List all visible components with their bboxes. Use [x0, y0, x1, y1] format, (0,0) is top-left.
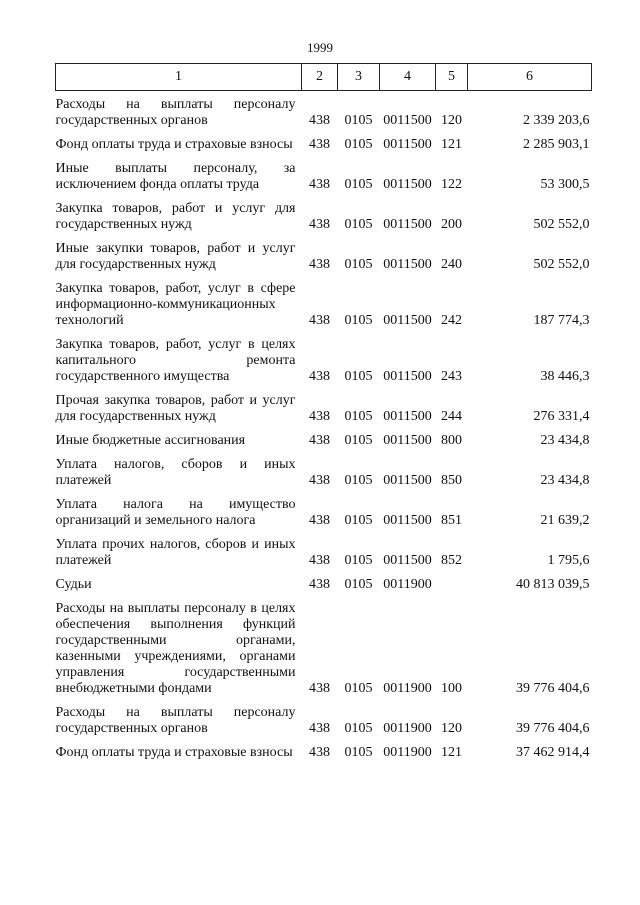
- row-amount: 2 285 903,1: [523, 137, 590, 152]
- row-target-code: 0011500: [383, 177, 432, 192]
- row-name: Уплата прочих налогов, сборов и иных платежей: [55, 537, 296, 568]
- page-number: 1999: [307, 40, 333, 55]
- row-name: Уплата налога на имущество организаций и земельного налога: [55, 497, 296, 528]
- row-amount: 40 813 039,5: [516, 577, 590, 592]
- row-target-code: 0011500: [383, 433, 432, 448]
- row-section-code: 0105: [344, 513, 373, 528]
- table-row: [56, 489, 592, 529]
- row-section-code: 0105: [344, 577, 373, 592]
- table-row: [56, 129, 592, 153]
- row-amount: 21 639,2: [540, 513, 590, 528]
- header-col-2: 2: [302, 64, 338, 91]
- row-amount: 276 331,4: [533, 409, 590, 424]
- row-target-code: 0011900: [383, 721, 432, 736]
- row-target-code: 0011500: [383, 409, 432, 424]
- row-section-code: 0105: [344, 745, 373, 760]
- row-target-code: 0011900: [383, 745, 432, 760]
- row-expense-type: 242: [441, 313, 462, 328]
- table-header: [56, 64, 592, 91]
- row-amount: 502 552,0: [533, 217, 590, 232]
- row-section-code: 0105: [344, 369, 373, 384]
- row-expense-type: 121: [441, 745, 462, 760]
- budget-table: [55, 63, 592, 761]
- row-amount: 39 776 404,6: [516, 681, 590, 696]
- row-section-code: 0105: [344, 721, 373, 736]
- row-ministry-code: 438: [309, 409, 330, 424]
- row-name: Прочая закупка товаров, работ и услуг для государственных нужд: [55, 393, 296, 424]
- row-amount: 1 795,6: [547, 553, 590, 568]
- row-expense-type: 120: [441, 721, 462, 736]
- row-ministry-code: 438: [309, 177, 330, 192]
- row-target-code: 0011900: [383, 577, 432, 592]
- row-expense-type: 852: [441, 553, 462, 568]
- row-ministry-code: 438: [309, 745, 330, 760]
- row-expense-type: 244: [441, 409, 462, 424]
- row-name: Судьи: [55, 577, 92, 592]
- table-row: [56, 91, 592, 130]
- row-expense-type: 851: [441, 513, 462, 528]
- row-amount: 2 339 203,6: [523, 113, 590, 128]
- row-expense-type: [436, 569, 468, 593]
- row-section-code: 0105: [344, 177, 373, 192]
- table-row: [56, 529, 592, 569]
- row-target-code: 0011500: [383, 513, 432, 528]
- row-section-code: 0105: [344, 473, 373, 488]
- row-target-code: 0011500: [383, 473, 432, 488]
- header-col-5: 5: [436, 64, 468, 91]
- row-amount: 502 552,0: [533, 257, 590, 272]
- row-expense-type: 850: [441, 473, 462, 488]
- row-name: Иные закупки товаров, работ и услуг для государственных нужд: [55, 241, 296, 272]
- table-row: [56, 233, 592, 273]
- row-expense-type: 243: [441, 369, 462, 384]
- row-section-code: 0105: [344, 409, 373, 424]
- row-expense-type: 200: [441, 217, 462, 232]
- row-section-code: 0105: [344, 257, 373, 272]
- row-target-code: 0011500: [383, 313, 432, 328]
- row-expense-type: 100: [441, 681, 462, 696]
- row-amount: 38 446,3: [540, 369, 590, 384]
- table-row: [56, 593, 592, 697]
- row-name: Фонд оплаты труда и страховые взносы: [55, 745, 293, 760]
- table-row: [56, 737, 592, 761]
- row-target-code: 0011500: [383, 137, 432, 152]
- row-expense-type: 121: [441, 137, 462, 152]
- row-ministry-code: 438: [309, 433, 330, 448]
- row-ministry-code: 438: [309, 313, 330, 328]
- row-section-code: 0105: [344, 313, 373, 328]
- row-ministry-code: 438: [309, 681, 330, 696]
- row-section-code: 0105: [344, 217, 373, 232]
- table-body: [56, 91, 592, 762]
- row-expense-type: 122: [441, 177, 462, 192]
- row-name: Закупка товаров, работ, услуг в целях капитального ремонта государственного имущества: [55, 337, 296, 384]
- row-ministry-code: 438: [309, 513, 330, 528]
- table-row: [56, 385, 592, 425]
- row-name: Иные бюджетные ассигнования: [55, 433, 246, 448]
- row-ministry-code: 438: [309, 721, 330, 736]
- table-row: [56, 449, 592, 489]
- row-target-code: 0011500: [383, 369, 432, 384]
- row-ministry-code: 438: [309, 217, 330, 232]
- row-name: Фонд оплаты труда и страховые взносы: [55, 137, 293, 152]
- row-target-code: 0011500: [383, 217, 432, 232]
- row-expense-type: 120: [441, 113, 462, 128]
- row-name: Иные выплаты персоналу, за исключением фонда оплаты труда: [55, 161, 296, 192]
- row-ministry-code: 438: [309, 137, 330, 152]
- row-section-code: 0105: [344, 553, 373, 568]
- row-amount: 187 774,3: [533, 313, 590, 328]
- row-name: Закупка товаров, работ, услуг в сфере информационно-коммуникационных технологий: [55, 281, 296, 328]
- row-section-code: 0105: [344, 137, 373, 152]
- table-row: [56, 193, 592, 233]
- row-ministry-code: 438: [309, 369, 330, 384]
- row-ministry-code: 438: [309, 113, 330, 128]
- row-expense-type: 800: [441, 433, 462, 448]
- table-row: [56, 697, 592, 737]
- row-name: Расходы на выплаты персоналу государственных органов: [55, 705, 296, 736]
- row-ministry-code: 438: [309, 577, 330, 592]
- header-col-3: 3: [338, 64, 380, 91]
- row-ministry-code: 438: [309, 553, 330, 568]
- table-row: [56, 425, 592, 449]
- table-row: [56, 329, 592, 385]
- row-target-code: 0011500: [383, 257, 432, 272]
- row-section-code: 0105: [344, 113, 373, 128]
- row-section-code: 0105: [344, 681, 373, 696]
- row-target-code: 0011500: [383, 113, 432, 128]
- row-expense-type: 240: [441, 257, 462, 272]
- row-ministry-code: 438: [309, 473, 330, 488]
- row-section-code: 0105: [344, 433, 373, 448]
- row-name: Закупка товаров, работ и услуг для государственных нужд: [55, 201, 296, 232]
- row-target-code: 0011500: [383, 553, 432, 568]
- table-row: [56, 569, 592, 593]
- header-col-4: 4: [380, 64, 436, 91]
- row-name: Уплата налогов, сборов и иных платежей: [55, 457, 296, 488]
- row-target-code: 0011900: [383, 681, 432, 696]
- row-amount: 37 462 914,4: [516, 745, 590, 760]
- table-row: [56, 273, 592, 329]
- header-col-1: 1: [56, 64, 302, 91]
- row-amount: 39 776 404,6: [516, 721, 590, 736]
- row-amount: 53 300,5: [540, 177, 590, 192]
- header-col-6: 6: [468, 64, 592, 91]
- row-name: Расходы на выплаты персоналу государственных органов: [55, 97, 296, 128]
- row-name: Расходы на выплаты персоналу в целях обеспечения выполнения функций государственными органами, казенными учреждениями, органами управления государственными внебюджетными фондами: [55, 601, 296, 696]
- row-amount: 23 434,8: [540, 473, 590, 488]
- row-amount: 23 434,8: [540, 433, 590, 448]
- table-row: [56, 153, 592, 193]
- row-ministry-code: 438: [309, 257, 330, 272]
